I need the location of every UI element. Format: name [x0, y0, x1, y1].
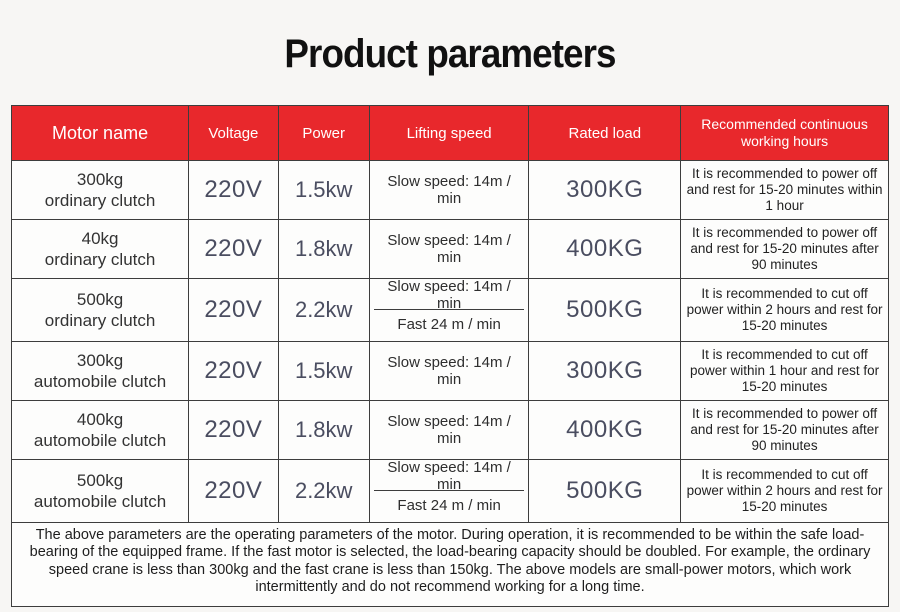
- motor-name-cell: [12, 279, 189, 342]
- recommendation-cell: It is recommended to cut off power within 2 hours and rest for 15-20 minutes: [681, 279, 889, 342]
- motor-weight: 400kg: [76, 409, 124, 429]
- recommendation-cell: It is recommended to power off and rest for 15-20 minutes within 1 hour: [681, 161, 889, 220]
- table-row: [12, 401, 889, 460]
- lifting-speed-cell: [369, 342, 529, 401]
- motor-weight: 300kg: [76, 350, 124, 370]
- table-row: [12, 279, 889, 342]
- table-header-row: [12, 106, 889, 161]
- header-power: Power: [278, 106, 369, 161]
- motor-weight: 500kg: [76, 289, 124, 309]
- motor-name-cell: [12, 161, 189, 220]
- power-cell: 1.8kw: [278, 401, 369, 460]
- rated-load-cell: 500KG: [529, 460, 681, 523]
- rated-load-cell: 300KG: [529, 342, 681, 401]
- motor-type: ordinary clutch: [44, 250, 156, 269]
- power-cell: 2.2kw: [278, 279, 369, 342]
- recommendation-cell: It is recommended to cut off power within 2 hours and rest for 15-20 minutes: [681, 460, 889, 523]
- motor-name-cell: [12, 220, 189, 279]
- fast-speed: Fast 24 m / min: [397, 316, 501, 333]
- header-working-hours: Recommended continuous working hours: [681, 106, 889, 161]
- lifting-speed-cell: [369, 460, 529, 523]
- motor-weight: 40kg: [81, 228, 119, 248]
- motor-name-cell: [12, 460, 189, 523]
- motor-type: ordinary clutch: [44, 191, 156, 210]
- slow-speed: Slow speed: 14m / min: [374, 281, 525, 310]
- recommendation-cell: It is recommended to cut off power within 1 hour and rest for 15-20 minutes: [681, 342, 889, 401]
- rated-load-cell: 400KG: [529, 220, 681, 279]
- motor-weight: 300kg: [76, 169, 124, 189]
- slow-speed: Slow speed: 14m / min: [387, 413, 511, 447]
- motor-type: ordinary clutch: [44, 311, 156, 330]
- slow-speed: Slow speed: 14m / min: [387, 232, 511, 266]
- table-row: [12, 161, 889, 220]
- header-lifting-speed: Lifting speed: [369, 106, 529, 161]
- table-row: [12, 460, 889, 523]
- voltage-cell: 220V: [189, 279, 278, 342]
- slow-speed: Slow speed: 14m / min: [387, 354, 511, 388]
- motor-name-cell: [12, 401, 189, 460]
- table-row: [12, 220, 889, 279]
- slow-speed: Slow speed: 14m / min: [374, 462, 525, 491]
- header-rated-load: Rated load: [529, 106, 681, 161]
- parameters-table: [11, 105, 889, 523]
- rated-load-cell: 500KG: [529, 279, 681, 342]
- voltage-cell: 220V: [189, 460, 278, 523]
- voltage-cell: 220V: [189, 401, 278, 460]
- table-row: [12, 342, 889, 401]
- header-voltage: Voltage: [189, 106, 278, 161]
- power-cell: 2.2kw: [278, 460, 369, 523]
- footnote: The above parameters are the operating parameters of the motor. During operation, it is recommended to be within the safe load-bearing of the equipped frame. If the fast motor is selected, the load-bearing capacity should be doubled. For example, the ordinary speed crane is less than 300kg and the fast crane is less than 150kg. The above models are small-power motors, which work intermittently and do not recommend working for a long time.: [11, 523, 889, 607]
- motor-type: automobile clutch: [33, 372, 167, 391]
- motor-name-cell: [12, 342, 189, 401]
- lifting-speed-cell: [369, 401, 529, 460]
- header-motor-name: Motor name: [12, 106, 189, 161]
- motor-type: automobile clutch: [33, 492, 167, 511]
- voltage-cell: 220V: [189, 161, 278, 220]
- voltage-cell: 220V: [189, 220, 278, 279]
- motor-type: automobile clutch: [33, 431, 167, 450]
- recommendation-cell: It is recommended to power off and rest for 15-20 minutes after 90 minutes: [681, 220, 889, 279]
- page-title: Product parameters: [284, 32, 616, 76]
- voltage-cell: 220V: [189, 342, 278, 401]
- recommendation-cell: It is recommended to power off and rest for 15-20 minutes after 90 minutes: [681, 401, 889, 460]
- lifting-speed-cell: [369, 220, 529, 279]
- lifting-speed-cell: [369, 161, 529, 220]
- slow-speed: Slow speed: 14m / min: [387, 173, 511, 207]
- power-cell: 1.8kw: [278, 220, 369, 279]
- rated-load-cell: 300KG: [529, 161, 681, 220]
- lifting-speed-cell: [369, 279, 529, 342]
- motor-weight: 500kg: [76, 470, 124, 490]
- rated-load-cell: 400KG: [529, 401, 681, 460]
- power-cell: 1.5kw: [278, 342, 369, 401]
- fast-speed: Fast 24 m / min: [397, 497, 501, 514]
- power-cell: 1.5kw: [278, 161, 369, 220]
